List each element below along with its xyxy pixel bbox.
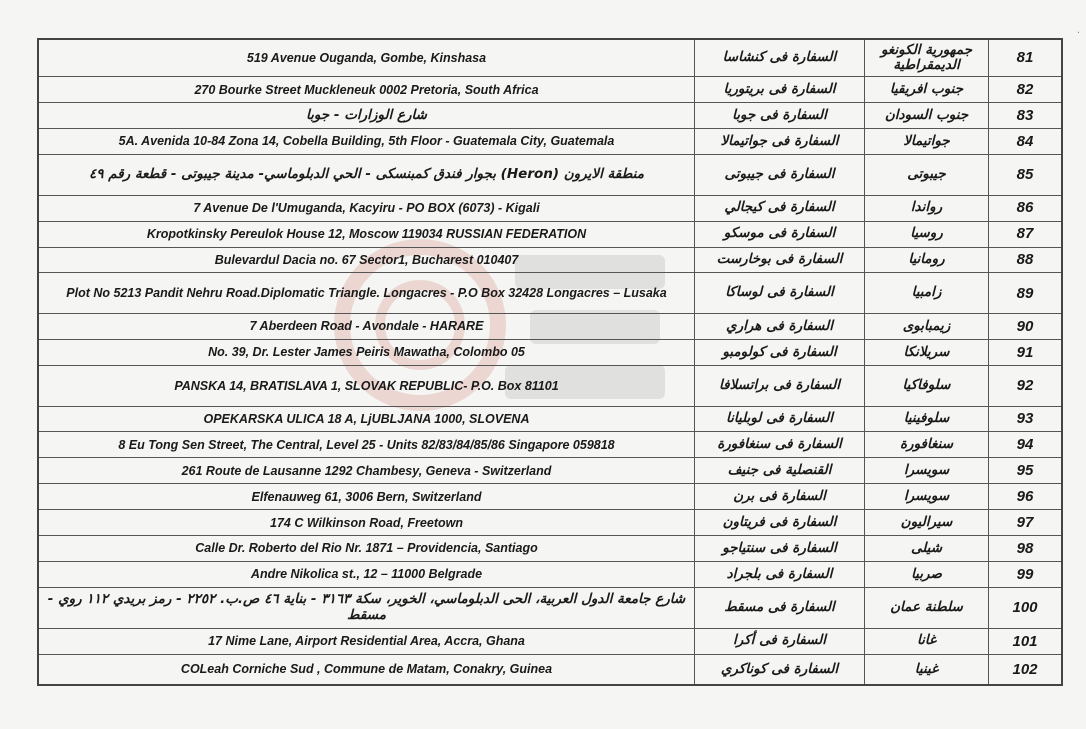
embassy-address: 7 Aberdeen Road - Avondale - HARARE [39, 314, 695, 340]
table-row [39, 432, 1061, 458]
embassy-name: السفارة فى جيبوتى [695, 155, 865, 196]
country-name: جواتيمالا [865, 129, 989, 155]
country-name: سيراليون [865, 510, 989, 536]
row-number: 96 [989, 484, 1061, 510]
embassy-name: السفارة فى كنشاسا [695, 40, 865, 77]
embassy-name: السفارة فى لوساكا [695, 273, 865, 314]
table-row [39, 77, 1061, 103]
embassy-address: Bulevardul Dacia no. 67 Sector1, Bucharest 010407 [39, 248, 695, 274]
embassy-name: السفارة فى بوخارست [695, 248, 865, 274]
embassy-address: 270 Bourke Street Muckleneuk 0002 Pretoria, South Africa [39, 77, 695, 103]
scan-mark: · [1076, 28, 1080, 39]
table-row [39, 407, 1061, 433]
country-name: رواندا [865, 196, 989, 222]
embassy-address: شارع الوزارات - جوبا [39, 103, 695, 129]
country-name: سلوفاكيا [865, 366, 989, 407]
row-number: 100 [989, 588, 1061, 629]
table-row [39, 655, 1061, 684]
embassy-name: السفارة فى جوبا [695, 103, 865, 129]
embassy-address: PANSKA 14, BRATISLAVA 1, SLOVAK REPUBLIC- P.O. Box 81101 [39, 366, 695, 407]
country-name: زيمبابوى [865, 314, 989, 340]
country-name: سويسرا [865, 458, 989, 484]
country-name: جنوب افريقيا [865, 77, 989, 103]
embassy-name: السفارة فى كيجالي [695, 196, 865, 222]
country-name: روسيا [865, 222, 989, 248]
row-number: 98 [989, 536, 1061, 562]
row-number: 92 [989, 366, 1061, 407]
embassy-address: Kropotkinsky Pereulok House 12, Moscow 119034 RUSSIAN FEDERATION [39, 222, 695, 248]
row-number: 99 [989, 562, 1061, 588]
row-number: 81 [989, 40, 1061, 77]
row-number: 91 [989, 340, 1061, 366]
row-number: 101 [989, 629, 1061, 655]
country-name: شيلى [865, 536, 989, 562]
embassy-address: No. 39, Dr. Lester James Peiris Mawatha, Colombo 05 [39, 340, 695, 366]
embassy-address: 519 Avenue Ouganda, Gombe, Kinshasa [39, 40, 695, 77]
row-number: 97 [989, 510, 1061, 536]
table-row [39, 273, 1061, 314]
embassy-address: Elfenauweg 61, 3006 Bern, Switzerland [39, 484, 695, 510]
country-name: زامبيا [865, 273, 989, 314]
embassy-address: 174 C Wilkinson Road, Freetown [39, 510, 695, 536]
table-row [39, 40, 1061, 77]
row-number: 84 [989, 129, 1061, 155]
table-row [39, 588, 1061, 629]
table-row [39, 103, 1061, 129]
table-row [39, 536, 1061, 562]
embassy-address: شارع جامعة الدول العربية، الحى الدبلوماسي، الخوير، سكة ٣١٦٣ - بناية ٤٦ ص.ب. ٢٢٥٢ - رمز بريدي ١١٢ روي - مسقط [39, 588, 695, 629]
embassy-address: Andre Nikolica st., 12 – 11000 Belgrade [39, 562, 695, 588]
table-row [39, 222, 1061, 248]
country-name: جمهورية الكونغو الديمقراطية [865, 40, 989, 77]
row-number: 85 [989, 155, 1061, 196]
row-number: 94 [989, 432, 1061, 458]
row-number: 87 [989, 222, 1061, 248]
table-row [39, 458, 1061, 484]
embassy-name: السفارة فى فريتاون [695, 510, 865, 536]
embassy-name: السفارة فى براتسلافا [695, 366, 865, 407]
country-name: غانا [865, 629, 989, 655]
embassy-address: منطقة الايرون (Heron) بجوار فندق كمبنسكى - الحي الدبلوماسي- مدينة جيبوتى - قطعة رقم ٤٩ [39, 155, 695, 196]
table-row [39, 629, 1061, 655]
embassy-name: السفارة فى مسقط [695, 588, 865, 629]
embassy-address: 8 Eu Tong Sen Street, The Central, Level 25 - Units 82/83/84/85/86 Singapore 059818 [39, 432, 695, 458]
table-row [39, 314, 1061, 340]
row-number: 83 [989, 103, 1061, 129]
country-name: جنوب السودان [865, 103, 989, 129]
table-row [39, 510, 1061, 536]
table-row [39, 562, 1061, 588]
row-number: 90 [989, 314, 1061, 340]
row-number: 82 [989, 77, 1061, 103]
country-name: سنغافورة [865, 432, 989, 458]
embassy-name: السفارة فى جواتيمالا [695, 129, 865, 155]
table-row [39, 366, 1061, 407]
embassy-address: COLeah Corniche Sud , Commune de Matam, Conakry, Guinea [39, 655, 695, 684]
embassy-name: السفارة فى كولومبو [695, 340, 865, 366]
row-number: 88 [989, 248, 1061, 274]
embassy-address: Plot No 5213 Pandit Nehru Road.Diplomatic Triangle. Longacres - P.O Box 32428 Longacres – Lusaka [39, 273, 695, 314]
embassies-table [37, 38, 1063, 686]
table-row [39, 340, 1061, 366]
embassy-name: السفارة فى سنغافورة [695, 432, 865, 458]
row-number: 86 [989, 196, 1061, 222]
country-name: جيبوتى [865, 155, 989, 196]
country-name: سلوفينيا [865, 407, 989, 433]
table-row [39, 129, 1061, 155]
embassy-address: 5A. Avenida 10-84 Zona 14, Cobella Building, 5th Floor - Guatemala City, Guatemala [39, 129, 695, 155]
embassy-name: السفارة فى لوبليانا [695, 407, 865, 433]
country-name: رومانيا [865, 248, 989, 274]
embassy-name: السفارة فى هراري [695, 314, 865, 340]
row-number: 89 [989, 273, 1061, 314]
embassy-address: 17 Nime Lane, Airport Residential Area, Accra, Ghana [39, 629, 695, 655]
embassy-address: Calle Dr. Roberto del Rio Nr. 1871 – Providencia, Santiago [39, 536, 695, 562]
embassy-name: القنصلية فى جنيف [695, 458, 865, 484]
embassy-name: السفارة فى موسكو [695, 222, 865, 248]
country-name: غينيا [865, 655, 989, 684]
embassy-address: 7 Avenue De l'Umuganda, Kacyiru - PO BOX (6073) - Kigali [39, 196, 695, 222]
embassy-name: السفارة فى بلجراد [695, 562, 865, 588]
row-number: 95 [989, 458, 1061, 484]
embassy-name: السفارة فى برن [695, 484, 865, 510]
row-number: 93 [989, 407, 1061, 433]
embassy-address: 261 Route de Lausanne 1292 Chambesy, Geneva - Switzerland [39, 458, 695, 484]
embassy-address: OPEKARSKA ULICA 18 A, LjUBLJANA 1000, SLOVENA [39, 407, 695, 433]
country-name: صربيا [865, 562, 989, 588]
table-row [39, 196, 1061, 222]
table-row [39, 248, 1061, 274]
embassy-name: السفارة فى سنتياجو [695, 536, 865, 562]
row-number: 102 [1012, 660, 1038, 678]
embassy-name: السفارة فى بريتوريا [695, 77, 865, 103]
table-row [39, 484, 1061, 510]
embassy-name: السفارة فى كوناكري [695, 655, 865, 684]
country-name: سويسرا [865, 484, 989, 510]
country-name: سلطنة عمان [865, 588, 989, 629]
country-name: سريلانكا [865, 340, 989, 366]
embassy-name: السفارة فى أكرا [695, 629, 865, 655]
table-row [39, 155, 1061, 196]
